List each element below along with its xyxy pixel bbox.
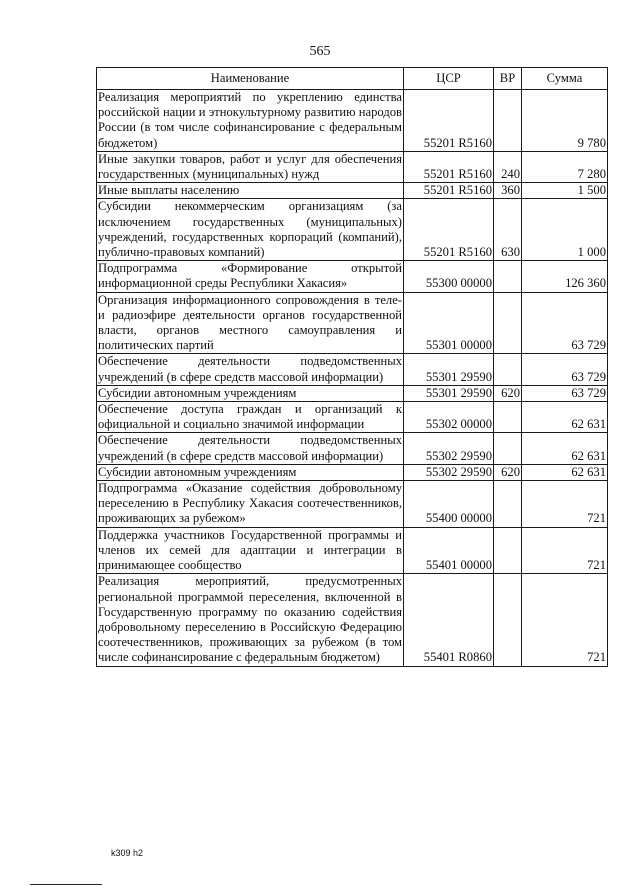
row-sum: 62 631 [522, 433, 608, 464]
row-sum: 7 280 [522, 151, 608, 182]
table-row [97, 527, 608, 574]
row-sum: 63 729 [522, 354, 608, 385]
row-name: Субсидии автономным учреждениям [97, 385, 404, 401]
row-name: Обеспечение деятельности подведомственных учреждений (в сфере средств массовой информации) [98, 354, 402, 384]
row-vr [494, 90, 522, 152]
table-row [97, 199, 608, 261]
row-name: Субсидии некоммерческим организациям (за исключением государственных (муниципальных) учреждений, государственных корпораций (компаний), публично-правовых компаний) [98, 199, 402, 260]
row-vr [494, 292, 522, 354]
row-sum: 9 780 [522, 90, 608, 152]
row-csr: 55201 R5160 [404, 183, 494, 199]
row-sum: 63 729 [522, 385, 608, 401]
table-row [97, 90, 608, 152]
row-sum: 1 000 [522, 199, 608, 261]
row-vr: 620 [494, 464, 522, 480]
row-vr: 630 [494, 199, 522, 261]
column-header-vr: ВР [494, 68, 522, 90]
row-csr: 55301 00000 [404, 292, 494, 354]
row-vr: 620 [494, 385, 522, 401]
row-name: Поддержка участников Государственной программы и членов их семей для адаптации и интеграции в принимающее сообщество [98, 527, 402, 573]
row-csr: 55302 29590 [404, 433, 494, 464]
table-row [97, 183, 608, 199]
table-row [97, 433, 608, 464]
row-sum: 63 729 [522, 292, 608, 354]
row-vr [494, 354, 522, 385]
table-row [97, 402, 608, 433]
row-name: Реализация мероприятий, предусмотренных региональной программой переселения, включенной в Государственную программу по оказанию содействия добровольному переселению в Российскую Федерацию соотечественников, проживающих за рубежом (в том числе софинансирование с федеральным бюджетом) [98, 574, 402, 665]
row-name: Обеспечение деятельности подведомственных учреждений (в сфере средств массовой информации) [98, 433, 402, 463]
footer-code: k309 h2 [111, 848, 144, 858]
row-vr [494, 481, 522, 528]
row-sum: 126 360 [522, 261, 608, 292]
page-number: 565 [309, 44, 331, 59]
row-vr: 240 [494, 151, 522, 182]
table-row [97, 464, 608, 480]
row-name: Обеспечение доступа граждан и организаций к официальной и социально значимой информации [98, 402, 402, 432]
row-sum: 62 631 [522, 464, 608, 480]
row-csr: 55201 R5160 [404, 90, 494, 152]
row-sum: 721 [522, 481, 608, 528]
row-vr [494, 402, 522, 433]
row-name: Реализация мероприятий по укреплению единства российской нации и этнокультурному развитию народов России (в том числе софинансирование с федеральным бюджетом) [98, 90, 402, 150]
table-row [97, 261, 608, 292]
row-name: Субсидии автономным учреждениям [97, 464, 404, 480]
row-csr: 55401 00000 [404, 527, 494, 574]
row-sum: 721 [522, 527, 608, 574]
table-row [97, 385, 608, 401]
row-vr [494, 433, 522, 464]
row-name: Иные выплаты населению [97, 183, 404, 199]
row-name: Подпрограмма «Оказание содействия добровольному переселению в Республику Хакасия соотечественников, проживающих за рубежом» [98, 481, 402, 526]
table-row [97, 481, 608, 528]
table-row [97, 574, 608, 666]
row-vr [494, 527, 522, 574]
column-header-sum: Сумма [522, 68, 608, 90]
row-vr [494, 261, 522, 292]
table-body [97, 90, 608, 667]
row-vr: 360 [494, 183, 522, 199]
row-csr: 55301 29590 [404, 385, 494, 401]
table-row [97, 354, 608, 385]
row-csr: 55400 00000 [404, 481, 494, 528]
row-name: Подпрограмма «Формирование открытой информационной среды Республики Хакасия» [98, 261, 402, 291]
row-csr: 55302 29590 [404, 464, 494, 480]
row-name: Иные закупки товаров, работ и услуг для обеспечения государственных (муниципальных) нужд [98, 151, 402, 182]
column-header-name: Наименование [97, 68, 404, 90]
row-csr: 55302 00000 [404, 402, 494, 433]
row-sum: 721 [522, 574, 608, 666]
column-header-csr: ЦСР [404, 68, 494, 90]
row-csr: 55201 R5160 [404, 151, 494, 182]
row-vr [494, 574, 522, 666]
table-header-row [97, 68, 608, 90]
row-sum: 62 631 [522, 402, 608, 433]
row-csr: 55301 29590 [404, 354, 494, 385]
table-row [97, 292, 608, 354]
table-row [97, 151, 608, 182]
budget-table [96, 67, 608, 667]
row-csr: 55300 00000 [404, 261, 494, 292]
row-csr: 55201 R5160 [404, 199, 494, 261]
row-name: Организация информационного сопровождения в теле- и радиоэфире деятельности органов государственной власти, органов местного самоуправления и политических партий [98, 292, 402, 353]
footer-rule [30, 884, 102, 885]
row-sum: 1 500 [522, 183, 608, 199]
row-csr: 55401 R0860 [404, 574, 494, 666]
